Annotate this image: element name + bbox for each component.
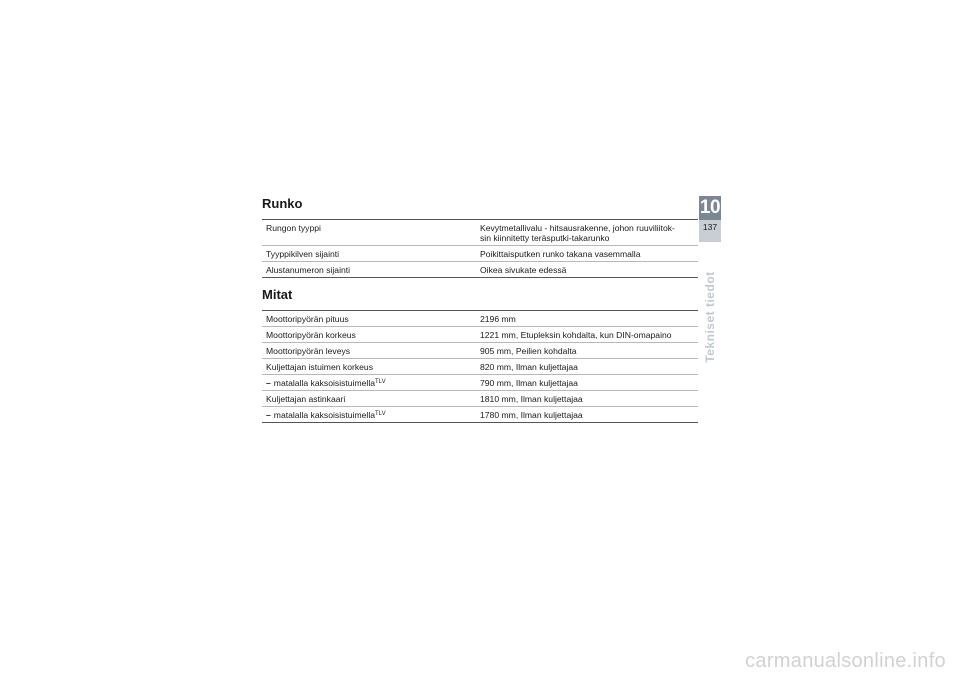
row-label: Kuljettajan istuimen korkeus	[262, 359, 476, 375]
watermark: carmanualsonline.info	[745, 650, 946, 672]
row-value: 790 mm, Ilman kuljettajaa	[476, 375, 698, 391]
tlv-superscript: TLV	[375, 410, 386, 417]
row-value-line: sin kiinnitetty teräsputki-takarunko	[480, 232, 610, 243]
document-content	[262, 197, 690, 423]
table-row	[262, 375, 698, 391]
tlv-superscript: TLV	[375, 378, 386, 385]
row-label: Moottoripyörän pituus	[262, 311, 476, 327]
table-row	[262, 407, 698, 423]
row-value: 1221 mm, Etupleksin kohdalta, kun DIN-omapaino	[476, 327, 698, 343]
table-row	[262, 220, 698, 246]
row-value: 820 mm, Ilman kuljettajaa	[476, 359, 698, 375]
mitat-table	[262, 310, 698, 423]
section-title-runko: Runko	[262, 196, 303, 211]
row-value: 905 mm, Peilien kohdalta	[476, 343, 698, 359]
row-label	[262, 407, 476, 423]
row-label-text: matalalla kaksoisistuimella	[273, 377, 376, 388]
chapter-tab	[699, 196, 721, 242]
page-number: 137	[699, 220, 721, 242]
runko-table	[262, 219, 698, 278]
row-value: Oikea sivukate edessä	[476, 262, 698, 278]
row-label-text: matalalla kaksoisistuimella	[273, 409, 376, 420]
row-label: Moottoripyörän korkeus	[262, 327, 476, 343]
row-value-line: Kevytmetallivalu - hitsausrakenne, johon ruuviliitok-	[480, 222, 675, 233]
table-row	[262, 246, 698, 262]
row-value: 1780 mm, Ilman kuljettajaa	[476, 407, 698, 423]
row-label: Tyyppikilven sijainti	[262, 246, 476, 262]
row-label: Moottoripyörän leveys	[262, 343, 476, 359]
chapter-title: Tekniset tiedot	[703, 271, 717, 363]
row-value	[476, 220, 698, 246]
table-row	[262, 327, 698, 343]
section-title-mitat: Mitat	[262, 287, 293, 302]
dash-bullet: –	[266, 377, 271, 388]
table-row	[262, 359, 698, 375]
chapter-number: 10	[699, 197, 721, 218]
table-row	[262, 343, 698, 359]
row-value: 2196 mm	[476, 311, 698, 327]
row-value: Poikittaisputken runko takana vasemmalla	[476, 246, 698, 262]
table-row	[262, 311, 698, 327]
row-label	[262, 375, 476, 391]
row-label: Rungon tyyppi	[262, 220, 476, 246]
row-value: 1810 mm, Ilman kuljettajaa	[476, 391, 698, 407]
dash-bullet: –	[266, 409, 271, 420]
table-row	[262, 262, 698, 278]
table-row	[262, 391, 698, 407]
row-label: Kuljettajan astinkaari	[262, 391, 476, 407]
row-label: Alustanumeron sijainti	[262, 262, 476, 278]
